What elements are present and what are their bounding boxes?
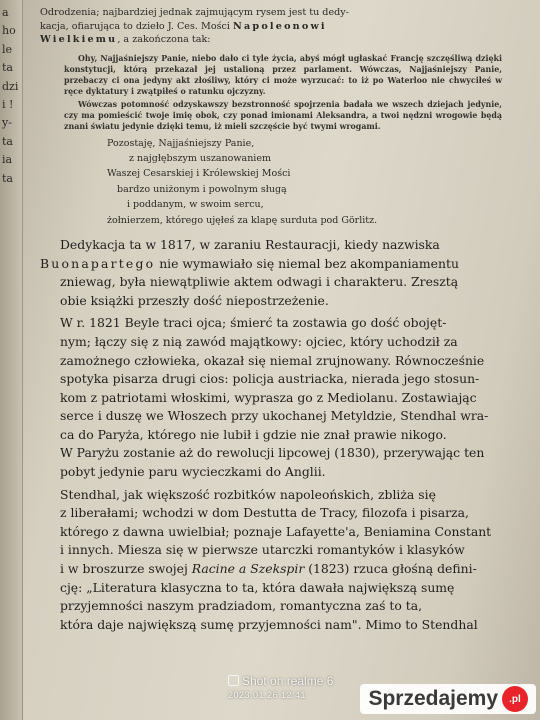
- text-segment: (1823) rzuca głośną defini-: [304, 561, 477, 577]
- text-line: Odrodzenia; najbardziej jednak zajmującym rysem jest tu dedy-: [40, 7, 349, 18]
- text-segment: i w broszurze swojej: [60, 561, 192, 577]
- text-line: [40, 560, 510, 579]
- dedication-signature: [40, 136, 510, 228]
- intro-paragraph: [40, 6, 510, 47]
- text-line: zamożnego człowieka, okazał się niemal zrujnowany. Równocześnie: [60, 352, 485, 368]
- quote-paragraph: Wówczas potomność odzyskawszy bezstronność spojrzenia badała we wszech dziejach jedynie, czy ma pomieścić twoje imię obok, czy ponad imionami Aleksandra, a twoi nędzni wrogowie będą znani światu jedynie dzięki temu, iż mieli szczęście być twymi wrogami.: [64, 99, 502, 131]
- prev-fragment: ta: [2, 171, 13, 185]
- text-line: Stendhal, jak większość rozbitków napoleońskich, zbliża się: [60, 486, 436, 502]
- text-segment: kacja, ofiarująca to dzieło J. Ces. Mości: [40, 20, 230, 32]
- signature-line: Pozostaję, Najjaśniejszy Panie,: [107, 137, 255, 149]
- camera-stamp: [228, 674, 333, 700]
- previous-page-text: [2, 4, 22, 188]
- text-line: serce i duszę we Włoszech przy ukochanej Metyldzie, Stendhal wra-: [60, 408, 489, 424]
- camera-icon: [228, 675, 239, 686]
- text-line: kom z patriotami włoskimi, wyprasza go z Mediolanu. Zostawiając: [60, 389, 477, 405]
- text-line: [40, 33, 510, 47]
- spaced-name: Buonapartego: [40, 255, 156, 271]
- prev-fragment: ta: [2, 134, 13, 148]
- text-segment: , a zakończona tak:: [117, 34, 211, 45]
- spaced-name: Wielkiemu: [40, 34, 118, 45]
- text-line: pobyt jedynie paru wycieczkami do Anglii.: [60, 464, 326, 480]
- book-page: [40, 6, 510, 634]
- prev-fragment: ho: [2, 24, 16, 38]
- text-line: [40, 20, 510, 34]
- prev-fragment: ta: [2, 61, 13, 75]
- watermark-suffix: .pl: [509, 693, 521, 705]
- text-line: ca do Paryża, którego nie lubił i gdzie nie znał prawie nikogo.: [60, 426, 447, 442]
- main-text: [40, 236, 510, 634]
- book-title: Racine a Szekspir: [191, 561, 305, 577]
- text-line: z liberałami; wchodzi w dom Destutta de Tracy, filozofa i pisarza,: [60, 505, 469, 521]
- text-line: cję: „Literatura klasyczna to ta, która dawała największą sumę: [60, 579, 455, 595]
- text-line: W r. 1821 Beyle traci ojca; śmierć ta zostawia go dość obojęt-: [60, 315, 447, 331]
- previous-page-edge: [0, 0, 23, 720]
- sprzedajemy-watermark: [360, 684, 536, 714]
- text-line: zniewag, była niewątpliwie aktem odwagi i charakteru. Zresztą: [60, 274, 459, 290]
- prev-fragment: y-: [2, 116, 12, 130]
- paragraph: [40, 486, 510, 635]
- text-line: Dedykacja ta w 1817, w zaraniu Restauracji, kiedy nazwiska: [60, 236, 440, 252]
- prev-fragment: i !: [2, 98, 14, 112]
- text-segment: nie wymawiało się niemal bez akompaniamentu: [155, 255, 459, 271]
- prev-fragment: le: [2, 42, 13, 56]
- text-line: [40, 255, 510, 274]
- text-line: i innych. Miesza się w pierwsze utarczki romantyków i klasyków: [60, 542, 465, 558]
- camera-datetime: 2023.01.26 12:41: [228, 690, 307, 700]
- paragraph: [40, 236, 510, 310]
- text-line: która daje największą sumę przyjemności nam". Mimo to Stendhal: [60, 616, 478, 632]
- pin-icon: [502, 686, 528, 712]
- spaced-name: Napoleonowi: [233, 20, 327, 32]
- signature-line: Waszej Cesarskiej i Królewskiej Mości: [107, 168, 291, 180]
- prev-fragment: dzi: [2, 79, 19, 93]
- dedication-quote: [64, 53, 502, 132]
- paragraph: [40, 314, 510, 481]
- signature-line: z najgłębszym uszanowaniem: [129, 152, 271, 164]
- camera-model: Shot on realme 6: [242, 674, 334, 688]
- signature-line: i poddanym, w swoim sercu,: [127, 199, 264, 211]
- signature-line: żołnierzem, którego ujęłeś za klapę surduta pod Görlitz.: [107, 214, 378, 226]
- quote-paragraph: Ohy, Najjaśniejszy Panie, niebo dało ci tyle życia, abyś mógł ugłaskać Francję szczęśliwą dzięki konstytucji, którą przekazał jej ustalioną przez parlament. Wówczas, Najjaśniejszy Panie, przebaczy ci ona jedyny akt złośliwy, który ci może wyrzucać: to iż po Waterloo nie chwyciłeś w ręce dyktatury i zwątpiłeś o ratunku ojczyzny.: [64, 53, 502, 96]
- prev-fragment: a: [2, 6, 9, 19]
- text-line: przyjemności naszym pradziadom, romantyczna zaś to ta,: [60, 598, 423, 614]
- text-line: nym; łączy się z nią zawód majątkowy: ojciec, który uchodził za: [60, 333, 458, 349]
- signature-line: bardzo uniżonym i powolnym sługą: [117, 183, 287, 195]
- prev-fragment: ia: [2, 153, 13, 167]
- text-line: obie książki przeszły dość niepostrzeżenie.: [60, 292, 329, 308]
- text-line: którego z dawna uwielbiał; poznaje Lafayette'a, Beniamina Constant: [60, 523, 492, 539]
- text-line: W Paryżu zostanie aż do rewolucji lipcowej (1830), przerywając ten: [60, 445, 485, 461]
- text-line: spotyka pisarza drugi cios: policja austriacka, nierada jego stosun-: [60, 371, 480, 387]
- watermark-text: Sprzedajemy: [368, 687, 498, 710]
